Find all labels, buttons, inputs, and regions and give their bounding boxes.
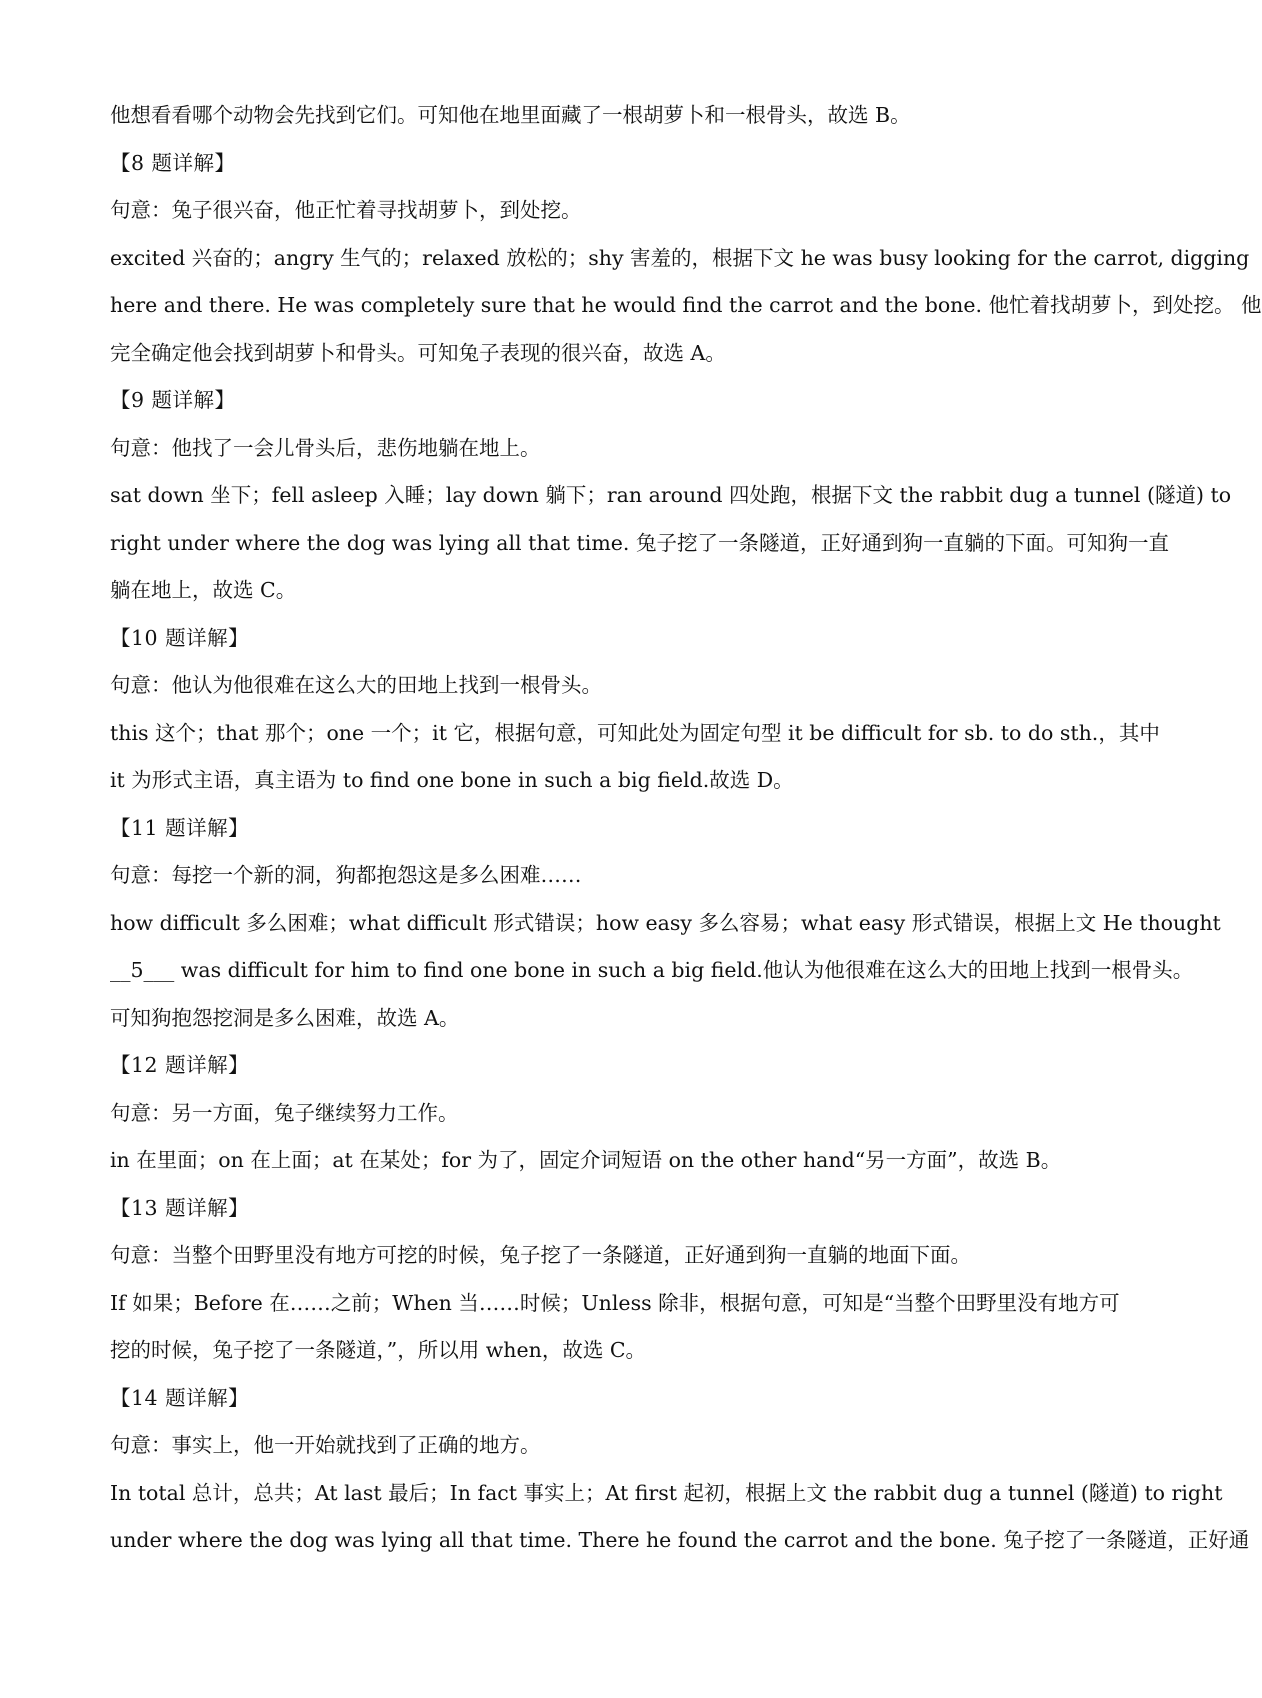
text-line: 完全确定他会找到胡萝卜和骨头。可知兔子表现的很兴奋，故选 A。 xyxy=(110,340,726,365)
section-heading: 【11 题详解】 xyxy=(110,815,250,840)
text-line: 可知狗抱怨挖洞是多么困难，故选 A。 xyxy=(110,1005,460,1030)
text-line: right under where the dog was lying all that time. 兔子挖了一条隧道，正好通到狗一直躺的下面。可知狗一直 xyxy=(110,530,1169,555)
section-heading: 【8 题详解】 xyxy=(110,150,236,175)
text-line: __5___ was difficult for him to find one bone in such a big field.他认为他很难在这么大的田地上找到一根骨头。 xyxy=(110,958,1194,982)
text-line: 句意：当整个田野里没有地方可挖的时候，兔子挖了一条隧道，正好通到狗一直躺的地面下面。 xyxy=(110,1243,971,1267)
text-line: 句意：兔子很兴奋，他正忙着寻找胡萝卜，到处挖。 xyxy=(110,198,582,222)
section-heading: 【12 题详解】 xyxy=(110,1053,250,1077)
document-body xyxy=(110,92,1262,1565)
text-line: 句意：另一方面，兔子继续努力工作。 xyxy=(110,1100,459,1125)
text-line: this 这个；that 那个；one 一个；it 它，根据句意，可知此处为固定句型 it be difficult for sb. to do sth.，其中 xyxy=(110,720,1160,745)
text-line: 躺在地上，故选 C。 xyxy=(110,578,297,602)
text-line: 句意：每挖一个新的洞，狗都抱怨这是多么困难…… xyxy=(110,863,582,887)
text-line: excited 兴奋的；angry 生气的；relaxed 放松的；shy 害羞的，根据下文 he was busy looking for the carrot, digging xyxy=(110,245,1250,270)
text-line: it 为形式主语，真主语为 to find one bone in such a big field.故选 D。 xyxy=(110,768,794,792)
text-line: 他想看看哪个动物会先找到它们。可知他在地里面藏了一根胡萝卜和一根骨头，故选 B。 xyxy=(110,103,911,127)
text-line: 句意：事实上，他一开始就找到了正确的地方。 xyxy=(110,1433,541,1457)
section-heading: 【10 题详解】 xyxy=(110,625,250,650)
text-line: In total 总计，总共；At last 最后；In fact 事实上；At first 起初，根据上文 the rabbit dug a tunnel (隧道) to right xyxy=(110,1480,1223,1505)
text-line: 挖的时候，兔子挖了一条隧道，”，所以用 when，故选 C。 xyxy=(110,1338,647,1362)
text-line: 句意：他找了一会儿骨头后，悲伤地躺在地上。 xyxy=(110,435,541,460)
section-heading: 【13 题详解】 xyxy=(110,1195,250,1220)
text-line: in 在里面；on 在上面；at 在某处；for 为了，固定介词短语 on the other hand“另一方面”，故选 B。 xyxy=(110,1148,1062,1172)
text-line: If 如果；Before 在……之前；When 当……时候；Unless 除非，根据句意，可知是“当整个田野里没有地方可 xyxy=(110,1290,1120,1315)
text-line: under where the dog was lying all that time. There he found the carrot and the bone. 兔子挖了一条隧道，正好通 xyxy=(110,1528,1250,1552)
text-line: how difficult 多么困难；what difficult 形式错误；how easy 多么容易；what easy 形式错误，根据上文 He thought xyxy=(110,910,1221,935)
text-line: sat down 坐下；fell asleep 入睡；lay down 躺下；ran around 四处跑，根据下文 the rabbit dug a tunnel (隧道) to xyxy=(110,483,1232,507)
text-line: 句意：他认为他很难在这么大的田地上找到一根骨头。 xyxy=(110,673,602,697)
text-line: here and there. He was completely sure that he would find the carrot and the bone. 他忙着找胡萝卜，到处挖。 他 xyxy=(110,293,1262,317)
section-heading: 【9 题详解】 xyxy=(110,388,236,412)
section-heading: 【14 题详解】 xyxy=(110,1385,250,1410)
